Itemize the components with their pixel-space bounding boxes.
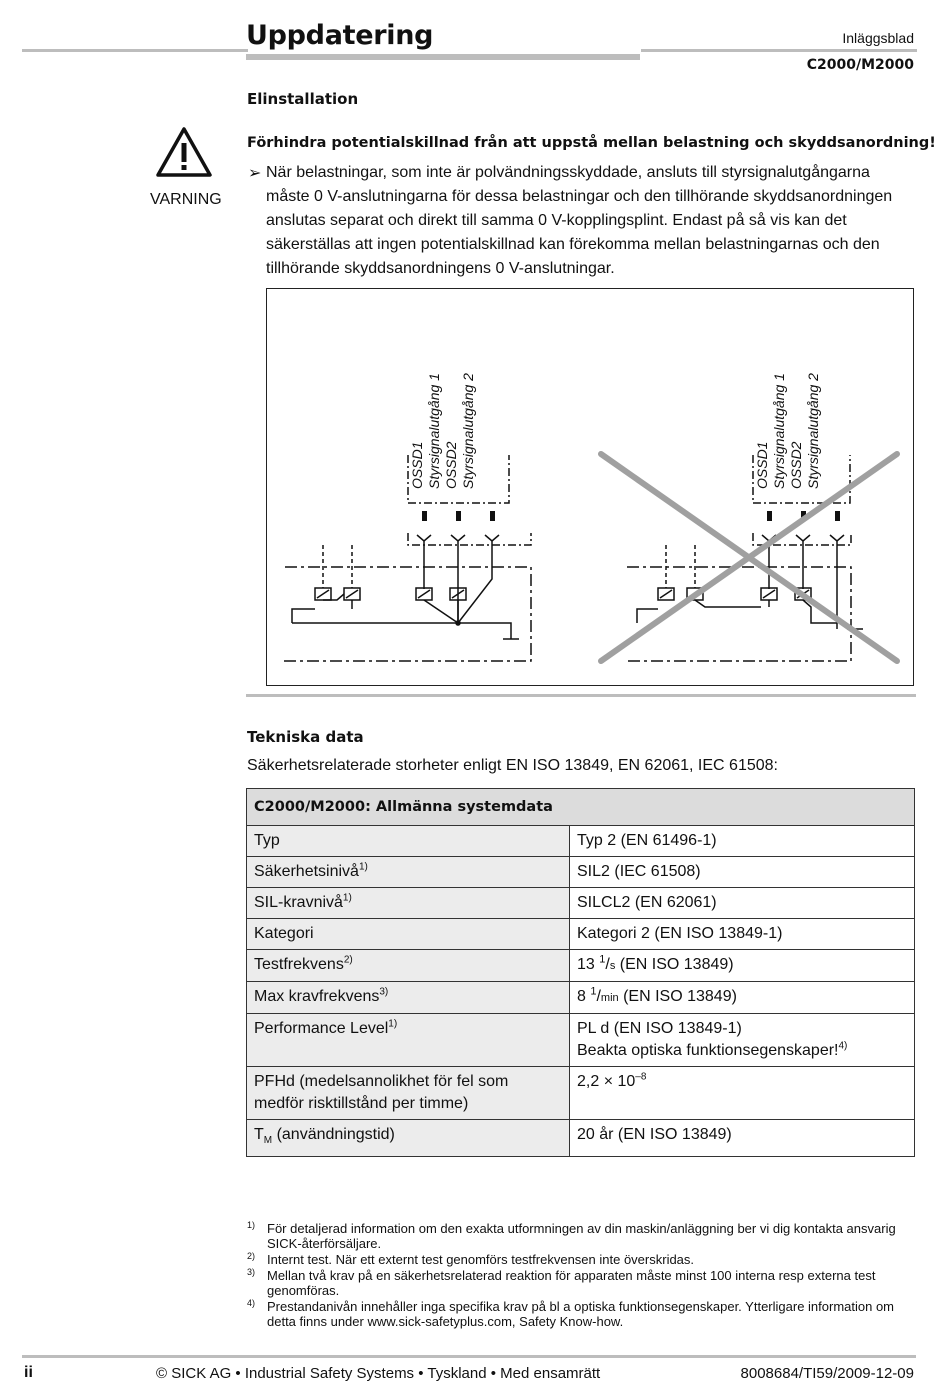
warning-label: VARNING (150, 191, 222, 208)
technical-intro: Säkerhetsrelaterade storheter enligt EN ISO 13849, EN 62061, IEC 61508: (247, 757, 778, 774)
footnote: 2) Internt test. När ett externt test genomförs testfrekvensen inte överskridas. (247, 1251, 695, 1267)
table-row: Kategori Kategori 2 (EN ISO 13849-1) (247, 919, 915, 950)
header-rule-title (246, 54, 640, 60)
diagram-correct (283, 373, 531, 661)
table-row: $T_M$ (användningstid) 20 år (EN ISO 13849) (247, 1120, 915, 1157)
warning-icon (155, 126, 213, 178)
footer-docnum: 8008684/TI59/2009-12-09 (740, 1365, 914, 1382)
warning-text: När belastningar, som inte är polvändningsskyddade, ansluts till styrsignalutgångarna måste 0 V-anslutningarna för dessa belastningar och den tillhörande skyddsanordningen anslutas separat och direkt till samma 0 V-kopplingsplint. Endast på så vis kan det säkerställas att ingen potentialskillnad kan förekomma mellan belastningarnas och den tillhörande skyddsanordningens 0 V-anslutningar. (266, 164, 893, 277)
label-ossd2-right: OSSD2 (788, 441, 804, 489)
section-heading-installation: Elinstallation (247, 90, 359, 108)
table-row: Max kravfrekvens$^{3)}$ 8 $^1$/min (EN ISO 13849) (247, 982, 915, 1014)
wiring-diagram (266, 288, 914, 686)
cross-out-icon (601, 454, 897, 661)
footer-rule (22, 1355, 916, 1358)
label-out1-right: Styrsignalutgång 1 (771, 373, 787, 489)
table-row: Typ Typ 2 (EN 61496-1) (247, 826, 915, 857)
diagram-rule (246, 694, 916, 697)
page-number: ii (24, 1364, 33, 1381)
table-row: Säkerhetsinivå$^{1)}$ SIL2 (IEC 61508) (247, 857, 915, 888)
warning-heading: Förhindra potentialskillnad från att uppstå mellan belastning och skyddsanordning! (247, 135, 936, 151)
page-title: Uppdatering (246, 20, 434, 51)
table-title: C2000/M2000: Allmänna systemdata (247, 789, 915, 826)
insert-label: Inläggsblad (842, 30, 914, 46)
table-row: Testfrekvens$^{2)}$ 13 $^1$/s (EN ISO 13849) (247, 950, 915, 982)
table-row: SIL-kravnivå$^{1)}$ SILCL2 (EN 62061) (247, 888, 915, 919)
bullet-arrow: ➢ (248, 165, 262, 182)
label-out2-right: Styrsignalutgång 2 (805, 373, 821, 489)
table-row: PFHd (medelsannolikhet för fel som medför risktillstånd per timme) $2,2 \times 10^{-8}$ (247, 1067, 915, 1120)
header-rule-right (641, 49, 917, 52)
label-out2-left: Styrsignalutgång 2 (460, 373, 476, 489)
label-ossd1-right: OSSD1 (754, 441, 770, 489)
model-label: C2000/M2000 (806, 57, 914, 73)
header-rule-left (22, 49, 248, 52)
footer-copyright: © SICK AG • Industrial Safety Systems • Tyskland • Med ensamrätt (156, 1365, 601, 1382)
label-ossd2-left: OSSD2 (443, 441, 459, 489)
label-out1-left: Styrsignalutgång 1 (426, 373, 442, 489)
footnote: 3) Mellan två krav på en säkerhetsrelaterad reaktion för apparaten måste minst 100 interna resp externa test genomföras. (247, 1267, 876, 1298)
footnote: 4) Prestandanivån innehåller inga specifika krav på bl a optiska funktionsegenskaper. Ytterligare information om detta finns under www.sick-safetyplus.com, Safety Know-how. (247, 1298, 895, 1329)
section-heading-technical: Tekniska data (247, 728, 364, 746)
system-data-table (246, 788, 915, 1157)
table-row: Performance Level$^{1)}$ PL d (EN ISO 13849-1) Beakta optiska funktionsegenskaper!$^{4)}$ (247, 1014, 915, 1067)
label-ossd1-left: OSSD1 (409, 441, 425, 489)
footnote: 1) För detaljerad information om den exakta utformningen av din maskin/anläggning ber vi dig kontakta ansvarig SICK-återförsäljare. (247, 1220, 896, 1251)
